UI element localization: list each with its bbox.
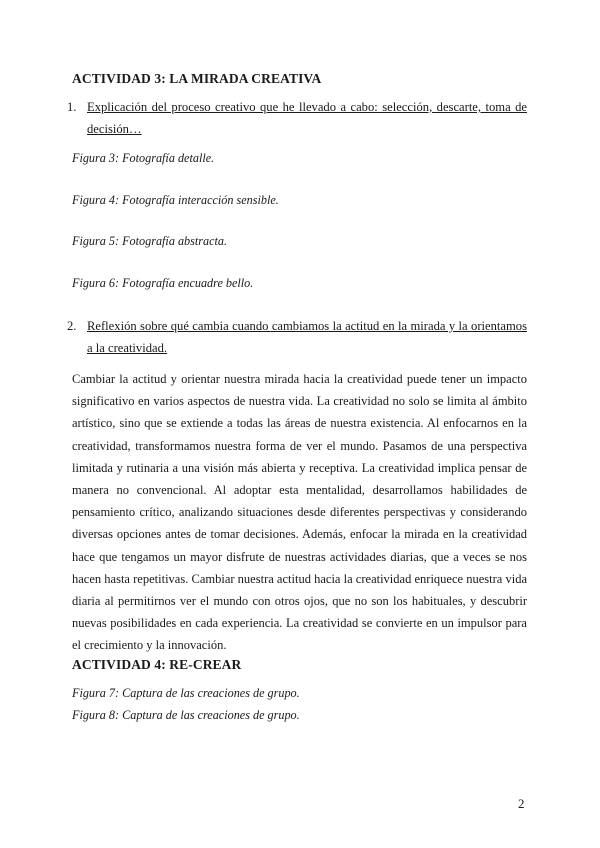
reflection-paragraph: Cambiar la actitud y orientar nuestra mirada hacia la creatividad puede tener un impacto significativo en varios aspectos de nuestra vida. La creatividad no solo se limita al ámbito artístico, sino que se extiende a todas las áreas de nuestra existencia. Al enfocarnos en la creatividad, transformamos nuestra forma de ver el mundo. Pasamos de una perspectiva limitada y rutinaria a una visión más abierta y receptiva. La creatividad implica pensar de manera no convencional. Al adoptar esta mentalidad, desarrollamos habilidades de pensamiento crítico, analizando situaciones desde diferentes perspectivas y considerando diversas opciones antes de tomar decisiones. Además, enfocar la mirada en la creatividad hace que tengamos un mayor disfrute de nuestras actividades diarias, que a veces se nos hacen hasta repetitivas. Cambiar nuestra actitud hacia la creatividad enriquece nuestra vida diaria al permitirnos ver el mundo con otros ojos, que no son los habituales, y descubrir nuevas posibilidades en cada experiencia. La creatividad se convierte en un impulsor para el crecimiento y la innovación.	[72, 372, 527, 653]
list-item-1-text: Explicación del proceso creativo que he llevado a cabo: selección, descarte, toma de decisión…	[87, 100, 527, 136]
figure-6-caption: Figura 6: Fotografía encuadre bello.	[72, 276, 254, 290]
figure-5-caption: Figura 5: Fotografía abstracta.	[72, 234, 228, 248]
figure-4-caption: Figura 4: Fotografía interacción sensible.	[72, 193, 279, 207]
list-item-2-text: Reflexión sobre qué cambia cuando cambiamos la actitud en la mirada y la orientamos a la creatividad.	[87, 319, 527, 355]
activity4-heading: ACTIVIDAD 4: RE-CREAR	[72, 657, 242, 672]
list-item-1-number: 1.	[67, 100, 77, 114]
activity3-heading: ACTIVIDAD 3: LA MIRADA CREATIVA	[72, 71, 322, 86]
figure-3-caption: Figura 3: Fotografía detalle.	[72, 151, 215, 165]
list-item-1	[67, 96, 527, 140]
page-number: 2	[518, 796, 525, 811]
list-item-2-number: 2.	[67, 319, 77, 333]
figure-8-caption: Figura 8: Captura de las creaciones de grupo.	[72, 708, 300, 722]
figure-7-caption: Figura 7: Captura de las creaciones de grupo.	[72, 686, 300, 700]
list-item-2	[67, 315, 527, 359]
